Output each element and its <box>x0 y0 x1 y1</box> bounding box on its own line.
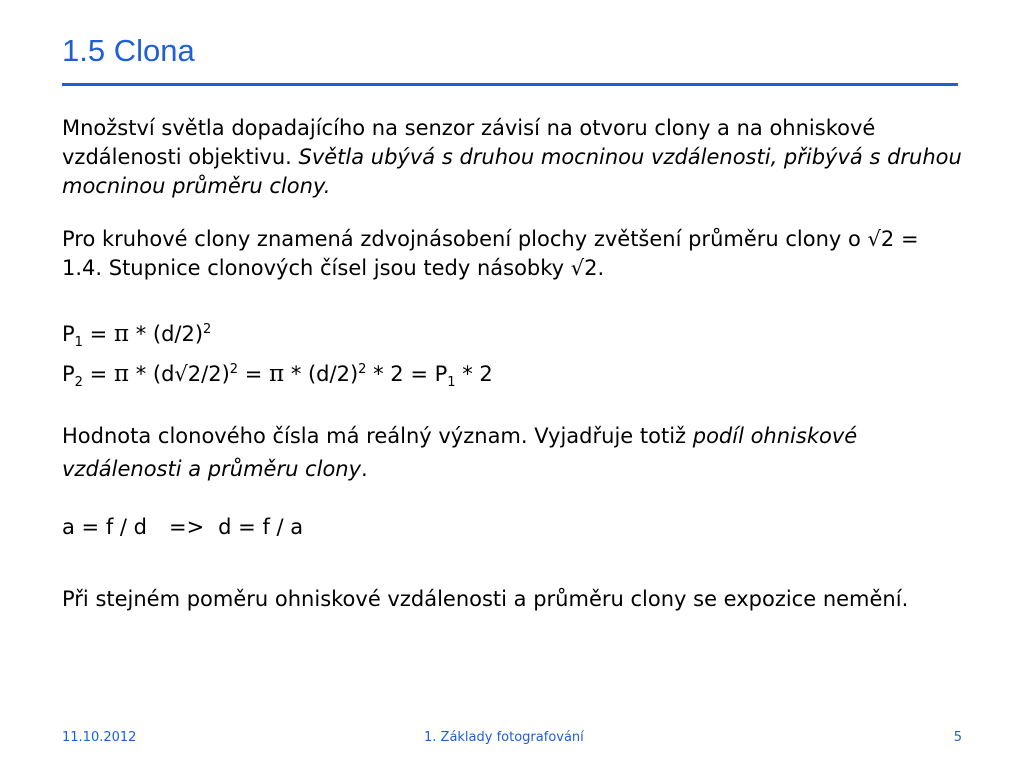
formula-text: a = f / d <box>62 515 147 539</box>
formula-text: * (d/2) <box>284 362 359 386</box>
footer-page-number: 5 <box>953 730 962 745</box>
formula-p1 <box>62 319 962 349</box>
slide-body <box>62 114 962 616</box>
paragraph-text: . <box>361 457 368 481</box>
paragraph-light-amount <box>62 114 962 201</box>
paragraph-exposure: Při stejném poměru ohniskové vzdálenosti a průměru clony se expozice nemění. <box>62 587 909 611</box>
formula-superscript: 2 <box>358 362 367 377</box>
formula-text: * (d/2) <box>129 322 204 346</box>
title-divider <box>62 83 958 86</box>
paragraph-text: Množství světla dopadajícího na senzor závisí na otvoru clony a na ohniskové vzdálenosti objektivu. <box>62 116 876 169</box>
formula-equals: = <box>238 362 270 386</box>
implies-arrow: => <box>168 515 205 539</box>
footer-course-title: 1. Základy fotografování <box>424 730 584 745</box>
formula-text: * 2 = P <box>366 362 448 386</box>
formula-p2 <box>62 359 962 389</box>
formula-superscript: 2 <box>229 362 239 377</box>
slide-title: 1.5 Clona <box>62 33 195 68</box>
pi-symbol: π <box>113 321 130 347</box>
formula-superscript: 2 <box>203 322 212 337</box>
pi-symbol: π <box>269 361 285 387</box>
formula-subscript: 1 <box>74 335 83 351</box>
formula-symbol: P <box>62 362 75 386</box>
formula-subscript: 1 <box>447 375 456 391</box>
formula-text: * 2 <box>455 362 493 386</box>
formula-symbol: P <box>62 322 75 346</box>
paragraph-text: Hodnota clonového čísla má reálný význam. Vyjadřuje totiž <box>62 424 693 448</box>
formula-equals: = <box>82 322 114 346</box>
footer-date: 11.10.2012 <box>62 730 137 745</box>
formula-text: * (d√2/2) <box>129 362 230 386</box>
formula-subscript: 2 <box>74 375 83 391</box>
paragraph-round-aperture: Pro kruhové clony znamená zdvojnásobení plochy zvětšení průměru clony o √2 = 1.4. Stupnice clonových čísel jsou tedy násobky √2. <box>62 227 919 280</box>
paragraph-emphasis: podíl ohniskové vzdálenosti a průměru clony <box>62 424 858 481</box>
paragraph-emphasis: Světla ubývá s druhou mocninou vzdálenosti, přibývá s druhou mocninou průměru clony. <box>62 145 962 198</box>
formula-equals: = <box>82 362 114 386</box>
paragraph-f-number <box>62 420 962 486</box>
pi-symbol: π <box>113 361 130 387</box>
formula-text: d = f / a <box>218 515 304 539</box>
formula-f-number <box>62 513 962 542</box>
